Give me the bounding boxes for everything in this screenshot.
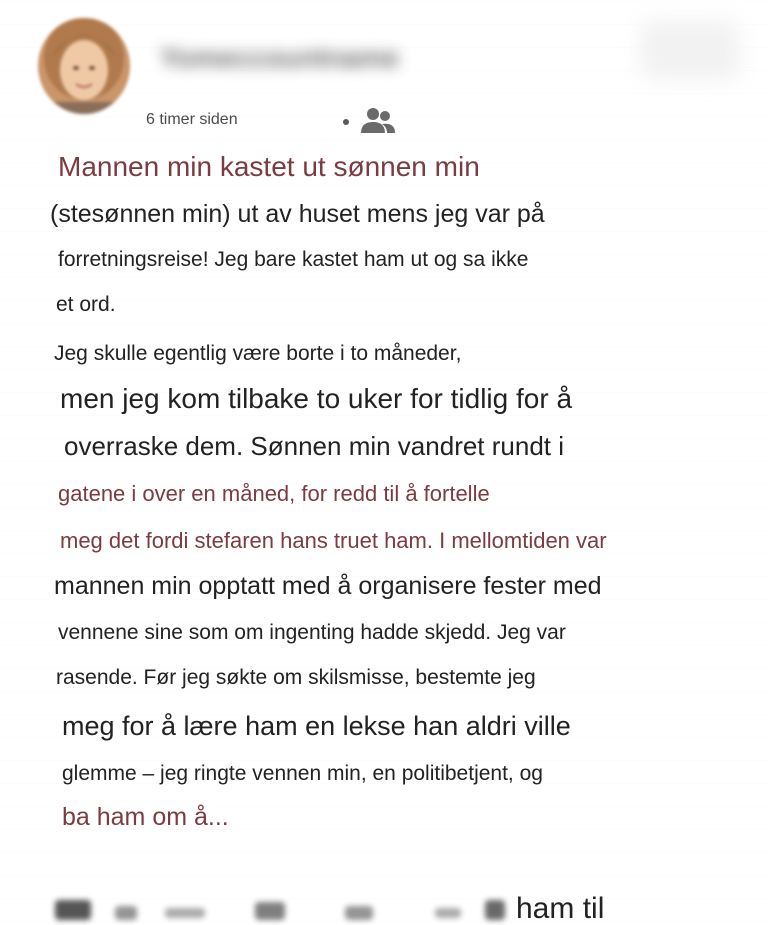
blurred-corner-region (640, 20, 740, 80)
post-text-line: et ord. (56, 293, 116, 316)
post-text-line: forretningsreise! Jeg bare kastet ham ut og sa ikke (58, 248, 529, 271)
author-name[interactable]: Yomeccountname (160, 42, 400, 73)
post-timestamp[interactable]: 6 timer siden (146, 111, 238, 128)
post-text-line: vennene sine som om ingenting hadde skjedd. Jeg var (58, 621, 566, 644)
footer-text-fragment: ham til (516, 892, 605, 925)
friends-icon[interactable] (360, 106, 396, 139)
post-text-line: rasende. Før jeg søkte om skilsmisse, bestemte jeg (56, 666, 536, 689)
blurred-footer-text (55, 890, 755, 925)
post-text-line: gatene i over en måned, for redd til å fortelle (58, 481, 490, 506)
post-text-line: Jeg skulle egentlig være borte i to måneder, (54, 342, 462, 365)
post-text-line: men jeg kom tilbake to uker for tidlig for å (60, 383, 573, 414)
post-text-line: glemme – jeg ringte vennen min, en politibetjent, og (62, 762, 543, 785)
post-text-line: Mannen min kastet ut sønnen min (58, 151, 480, 182)
meta-separator-dot (343, 119, 349, 125)
post-text-line: ba ham om å... (62, 803, 229, 831)
avatar[interactable] (38, 18, 130, 114)
post-text-line: meg for å lære ham en lekse han aldri ville (62, 711, 571, 741)
post-text-line: mannen min opptatt med å organisere fester med (54, 572, 602, 600)
post-text-line: overraske dem. Sønnen min vandret rundt i (64, 431, 565, 461)
post-text-line: (stesønnen min) ut av huset mens jeg var på (50, 200, 545, 228)
post-text-line: meg det fordi stefaren hans truet ham. I mellomtiden var (60, 528, 607, 553)
